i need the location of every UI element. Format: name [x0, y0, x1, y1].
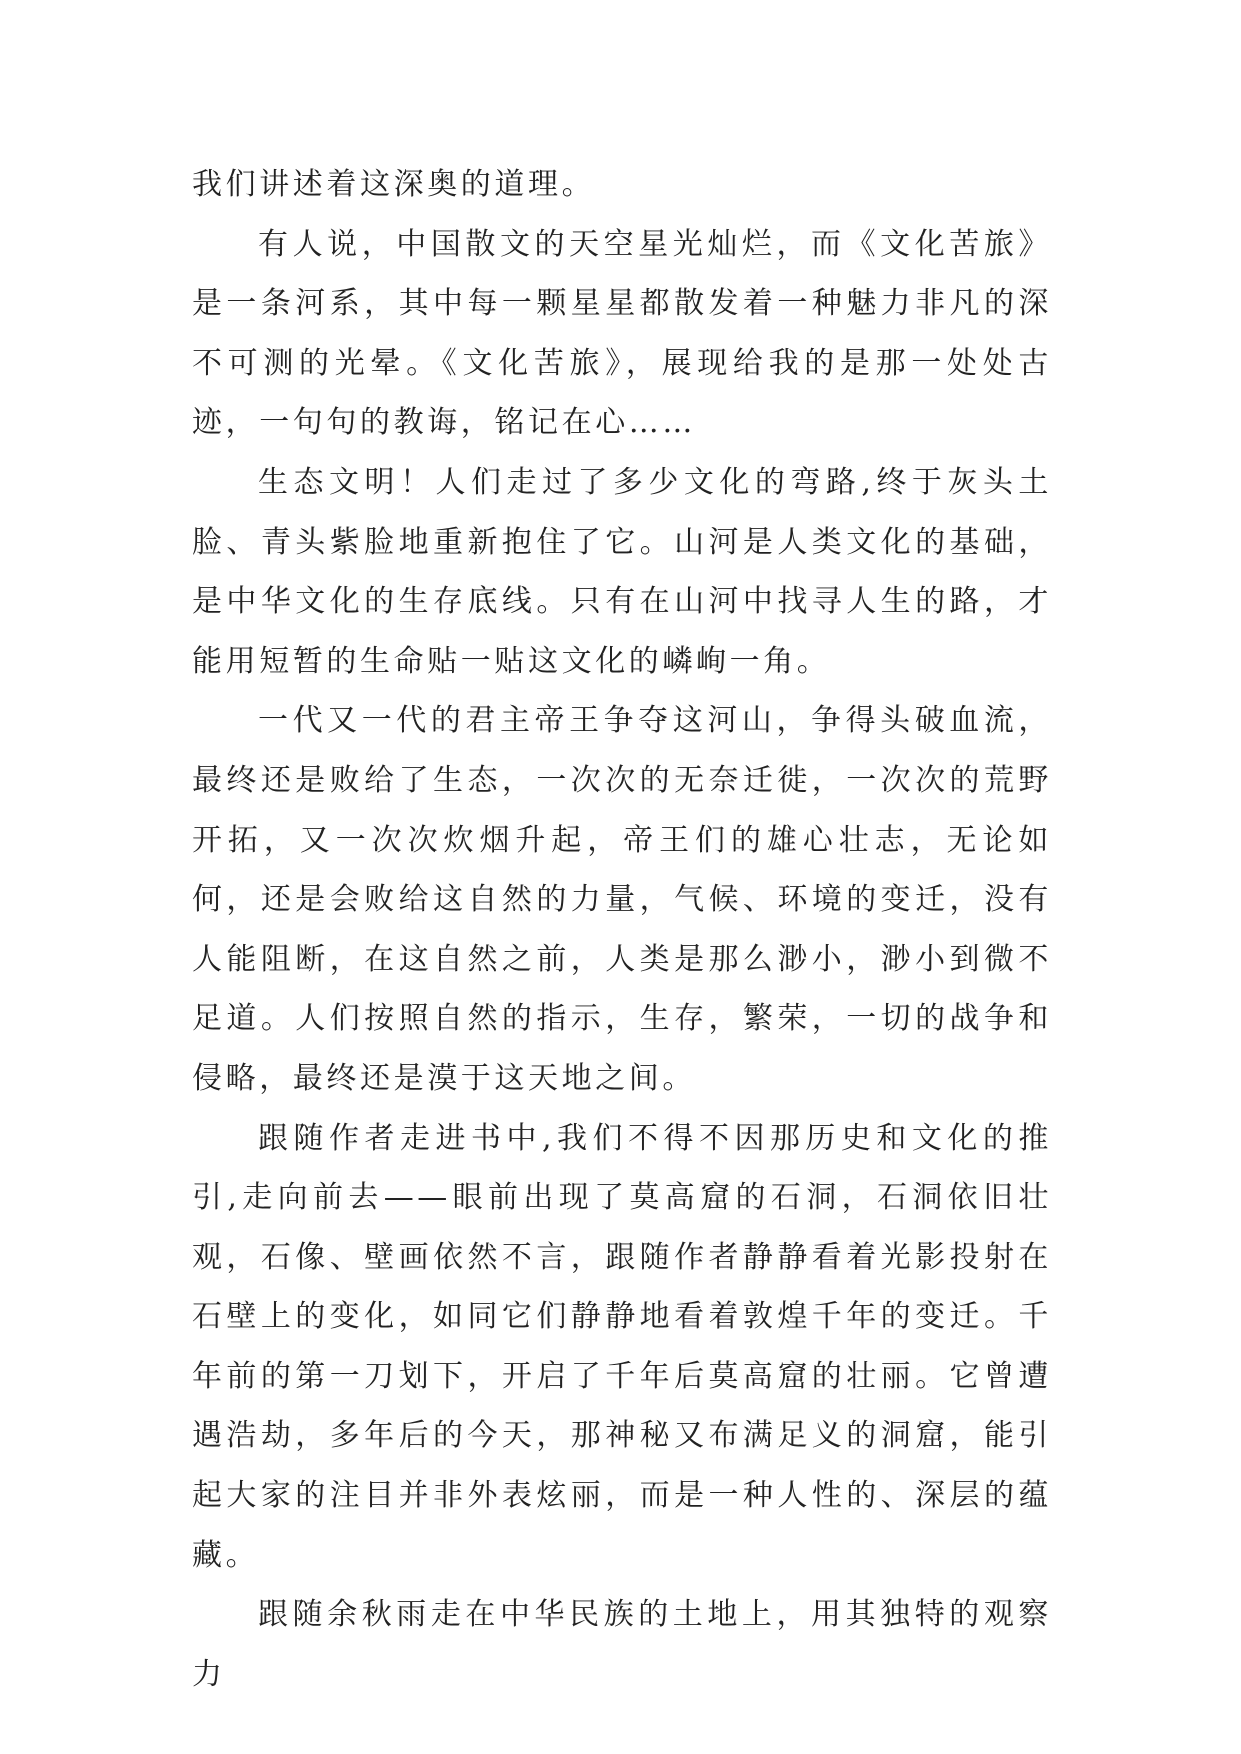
- paragraph-6: 跟随余秋雨走在中华民族的土地上，用其独特的观察力: [192, 1597, 1052, 1692]
- document-body: [192, 155, 1052, 1704]
- paragraph-1: 我们讲述着这深奥的道理。: [192, 167, 596, 202]
- paragraph-2: 有人说，中国散文的天空星光灿烂，而《文化苦旅》是一条河系，其中每一颗星星都散发着一种魅力非凡的深不可测的光晕。《文化苦旅》，展现给我的是那一处处古迹，一句句的教诲，铭记在心……: [192, 226, 1052, 441]
- paragraph-5: 跟随作者走进书中,我们不得不因那历史和文化的推引,走向前去——眼前出现了莫高窟的石洞，石洞依旧壮观，石像、壁画依然不言，跟随作者静静看着光影投射在石壁上的变化，如同它们静静地看着敦煌千年的变迁。千年前的第一刀划下，开启了千年后莫高窟的壮丽。它曾遭遇浩劫，多年后的今天，那神秘又布满足义的洞窟，能引起大家的注目并非外表炫丽，而是一种人性的、深层的蕴藏。: [192, 1120, 1052, 1573]
- paragraph-3: 生态文明！人们走过了多少文化的弯路,终于灰头土脸、青头紫脸地重新抱住了它。山河是人类文化的基础，是中华文化的生存底线。只有在山河中找寻人生的路，才能用短暂的生命贴一贴这文化的嶙峋一角。: [192, 464, 1052, 679]
- paragraph-4: 一代又一代的君主帝王争夺这河山，争得头破血流，最终还是败给了生态，一次次的无奈迁徙，一次次的荒野开拓，又一次次炊烟升起，帝王们的雄心壮志，无论如何，还是会败给这自然的力量，气候、环境的变迁，没有人能阻断，在这自然之前，人类是那么渺小，渺小到微不足道。人们按照自然的指示，生存，繁荣，一切的战争和侵略，最终还是漠于这天地之间。: [192, 703, 1052, 1096]
